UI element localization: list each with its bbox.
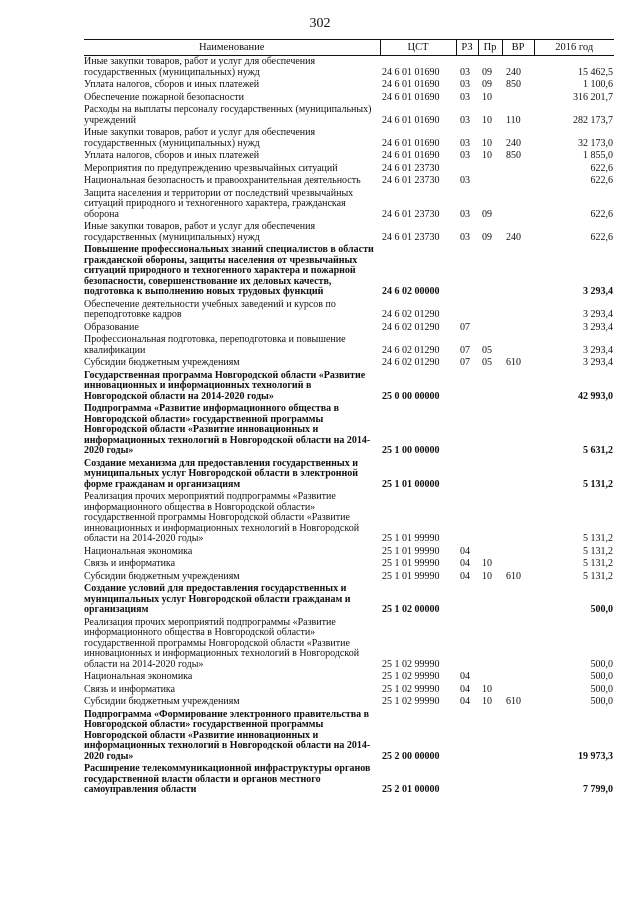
row-cst: 25 1 02 99990: [382, 671, 440, 682]
row-name: Повышение профессиональных знаний специалистов в области гражданской обороны, защиты населения от чрезвычайных ситуаций природного и техногенного характера и пожарной безопасности, совершенствование их деловых качеств, подготовка к выполнению новых трудовых функций: [84, 244, 374, 297]
table-row: [84, 370, 614, 404]
row-amount: 15 462,5: [578, 66, 613, 78]
header-name: Наименование: [84, 40, 380, 56]
row-rz: [456, 458, 478, 492]
row-pr: 09: [482, 79, 492, 90]
header-rz: РЗ: [456, 40, 478, 56]
row-cst: 25 2 01 00000: [382, 784, 440, 795]
row-pr: 09: [482, 231, 492, 243]
row-rz: [456, 617, 478, 672]
row-cst: 25 1 01 99990: [382, 545, 440, 557]
row-cst: 24 6 02 01290: [382, 357, 440, 368]
row-rz: 03: [460, 150, 470, 161]
row-vr: 110: [506, 114, 521, 126]
row-name: Государственная программа Новгородской области «Развитие инновационных и информационных технологий в Новгородской области на 2014-2020 годы»: [84, 369, 366, 402]
table-header: [84, 40, 614, 56]
row-name: Расходы на выплаты персоналу государственных (муниципальных) учреждений: [84, 104, 372, 126]
row-cst: 25 1 01 99990: [382, 558, 440, 569]
table-row: [84, 244, 614, 299]
row-vr: [502, 546, 534, 559]
row-name: Расширение телекоммуникационной инфраструктуры органов государственной власти области и органов местного самоуправления области: [84, 763, 371, 795]
row-vr: 610: [506, 357, 521, 368]
table-row: [84, 671, 614, 684]
table-row: [84, 491, 614, 546]
table-row: [84, 79, 614, 92]
row-rz: 04: [460, 683, 470, 695]
row-vr: [502, 163, 534, 176]
row-name: Национальная безопасность и правоохранительная деятельность: [84, 175, 361, 186]
table-body: [84, 56, 614, 797]
row-name: Иные закупки товаров, работ и услуг для обеспечения государственных (муниципальных) нужд: [84, 127, 316, 149]
row-rz: [456, 299, 478, 322]
row-amount: 500,0: [590, 658, 613, 670]
row-cst: 24 6 01 01690: [382, 79, 440, 90]
row-pr: [478, 403, 502, 458]
row-name: Обеспечение пожарной безопасности: [84, 91, 245, 103]
row-vr: [502, 188, 534, 222]
row-pr: [478, 175, 502, 188]
row-vr: [502, 671, 534, 684]
row-cst: 24 6 01 23730: [382, 208, 440, 220]
row-cst: 24 6 01 23730: [382, 231, 440, 243]
row-name: Создание условий для предоставления государственных и муниципальных услуг Новгородской области гражданам и организациям: [84, 583, 351, 615]
row-vr: [502, 92, 534, 105]
row-amount: 3 293,4: [583, 357, 613, 368]
row-rz: [456, 709, 478, 764]
row-rz: 07: [460, 344, 470, 356]
row-amount: 1 100,6: [583, 79, 613, 90]
row-name: Субсидии бюджетным учреждениям: [84, 696, 240, 707]
table-row: [84, 458, 614, 492]
row-name: Реализация прочих мероприятий подпрограммы «Развитие информационного общества в Новгородской области» государственной программы Новгородской области «Развитие инновационных и информационных технологий в Новгородской области на 2014-2020 годы»: [84, 616, 360, 670]
budget-table: [84, 39, 614, 797]
row-rz: 04: [460, 696, 470, 707]
row-name: Субсидии бюджетным учреждениям: [84, 570, 240, 582]
row-name: Национальная экономика: [84, 671, 193, 682]
row-amount: 500,0: [590, 696, 613, 707]
row-rz: 03: [460, 208, 470, 220]
row-name: Реализация прочих мероприятий подпрограммы «Развитие информационного общества в Новгородской области» государственной программы Новгородской области «Развитие инновационных и информационных технологий в Новгородской области на 2014-2020 годы»: [84, 491, 360, 544]
row-amount: 7 799,0: [583, 784, 613, 795]
row-cst: 25 1 02 99990: [382, 696, 440, 707]
page-number: 302: [309, 16, 331, 31]
row-pr: 10: [482, 683, 492, 695]
table-row: [84, 163, 614, 176]
row-amount: 3 293,4: [583, 344, 613, 356]
row-pr: 09: [482, 208, 492, 220]
row-rz: [456, 763, 478, 797]
table-row: [84, 127, 614, 150]
header-year: 2016 год: [534, 40, 614, 56]
row-vr: [502, 334, 534, 357]
row-pr: 10: [482, 570, 492, 582]
table-row: [84, 150, 614, 163]
row-rz: 03: [460, 79, 470, 90]
row-cst: 24 6 01 23730: [382, 162, 440, 174]
row-name: Национальная экономика: [84, 545, 193, 557]
table-row: [84, 104, 614, 127]
row-cst: 24 6 01 01690: [382, 137, 440, 149]
row-amount: 500,0: [590, 604, 613, 615]
row-name: Профессиональная подготовка, переподготовка и повышение квалификации: [84, 334, 346, 356]
row-cst: 25 1 02 00000: [382, 604, 440, 615]
row-name: Иные закупки товаров, работ и услуг для обеспечения государственных (муниципальных) нужд: [84, 221, 316, 243]
row-amount: 622,6: [590, 231, 613, 243]
row-pr: [478, 370, 502, 404]
row-rz: 03: [460, 231, 470, 243]
row-cst: 24 6 01 23730: [382, 175, 440, 186]
row-cst: 25 1 02 99990: [382, 683, 440, 695]
row-vr: 850: [506, 150, 521, 161]
row-cst: 24 6 01 01690: [382, 114, 440, 126]
table-row: [84, 709, 614, 764]
row-pr: [478, 322, 502, 335]
row-amount: 42 993,0: [578, 390, 613, 402]
table-row: [84, 558, 614, 571]
row-pr: [478, 546, 502, 559]
row-cst: 25 1 02 99990: [382, 658, 440, 670]
row-rz: 03: [460, 137, 470, 149]
table-row: [84, 763, 614, 797]
row-amount: 5 131,2: [583, 533, 613, 544]
table-row: [84, 299, 614, 322]
row-name: Подпрограмма «Формирование электронного правительства в Новгородской области» государственной программы Новгородской области «Развитие инновационных и информационных технологий в Новгородской области на 2014-2020 годы»: [84, 708, 371, 762]
row-rz: 03: [460, 91, 470, 103]
row-pr: [478, 163, 502, 176]
table-row: [84, 175, 614, 188]
header-vr: ВР: [502, 40, 534, 56]
row-pr: [478, 299, 502, 322]
row-vr: [502, 684, 534, 697]
row-cst: 24 6 02 01290: [382, 321, 440, 333]
row-pr: [478, 671, 502, 684]
row-amount: 32 173,0: [578, 137, 613, 149]
row-name: Создание механизма для предоставления государственных и муниципальных услуг Новгородской области в электронной форме гражданам и организациям: [84, 457, 359, 490]
row-vr: [502, 617, 534, 672]
row-name: Связь и информатика: [84, 683, 176, 695]
row-amount: 622,6: [590, 208, 613, 220]
row-rz: 07: [460, 357, 470, 368]
row-pr: 10: [482, 150, 492, 161]
row-name: Уплата налогов, сборов и иных платежей: [84, 79, 260, 90]
row-rz: 04: [460, 671, 470, 682]
row-rz: [456, 491, 478, 546]
row-rz: 04: [460, 570, 470, 582]
row-amount: 282 173,7: [573, 114, 613, 126]
row-name: Образование: [84, 321, 139, 333]
row-cst: 24 6 02 00000: [382, 286, 440, 297]
row-pr: [478, 763, 502, 797]
row-pr: [478, 709, 502, 764]
row-cst: 24 6 02 01290: [382, 344, 440, 356]
row-amount: 500,0: [590, 683, 613, 695]
row-amount: 500,0: [590, 671, 613, 682]
row-cst: 24 6 01 01690: [382, 91, 440, 103]
row-vr: [502, 763, 534, 797]
table-row: [84, 357, 614, 370]
row-cst: 25 0 00 00000: [382, 390, 440, 402]
header-cst: ЦСТ: [380, 40, 456, 56]
table-row: [84, 583, 614, 617]
row-pr: 10: [482, 114, 492, 126]
row-vr: 610: [506, 696, 521, 707]
row-pr: [478, 583, 502, 617]
row-cst: 25 1 00 00000: [382, 445, 440, 456]
row-pr: 10: [482, 696, 492, 707]
row-amount: 5 131,2: [583, 545, 613, 557]
row-name: Обеспечение деятельности учебных заведений и курсов по переподготовке кадров: [84, 298, 336, 320]
row-vr: 610: [506, 570, 521, 582]
row-name: Подпрограмма «Развитие информационного общества в Новгородской области» государственной программы Новгородской области «Развитие инновационных и информационных технологий в Новгородской области на 2014-2020 годы»: [84, 403, 371, 456]
row-cst: 25 1 01 00000: [382, 478, 440, 490]
row-pr: 10: [482, 91, 492, 103]
table-row: [84, 92, 614, 105]
row-pr: [478, 491, 502, 546]
row-pr: [478, 244, 502, 299]
row-cst: 24 6 01 01690: [382, 150, 440, 161]
table-row: [84, 334, 614, 357]
row-cst: 25 1 01 99990: [382, 570, 440, 582]
row-vr: [502, 558, 534, 571]
row-amount: 3 293,4: [583, 321, 613, 333]
row-amount: 19 973,3: [578, 750, 613, 762]
row-rz: [456, 583, 478, 617]
table-row: [84, 221, 614, 244]
row-amount: 3 293,4: [583, 309, 613, 320]
row-cst: 25 2 00 00000: [382, 750, 440, 762]
row-rz: 03: [460, 114, 470, 126]
row-pr: [478, 458, 502, 492]
row-vr: [502, 583, 534, 617]
table-row: [84, 571, 614, 584]
row-vr: [502, 709, 534, 764]
row-amount: 3 293,4: [583, 286, 613, 297]
row-pr: 09: [482, 66, 492, 78]
table-row: [84, 617, 614, 672]
row-rz: [456, 403, 478, 458]
table-row: [84, 684, 614, 697]
row-vr: [502, 370, 534, 404]
header-pr: Пр: [478, 40, 502, 56]
row-amount: 622,6: [590, 162, 613, 174]
row-name: Уплата налогов, сборов и иных платежей: [84, 150, 260, 161]
row-rz: [456, 370, 478, 404]
row-amount: 1 855,0: [583, 150, 613, 161]
table-row: [84, 546, 614, 559]
row-rz: 04: [460, 545, 470, 557]
row-vr: 240: [506, 231, 521, 243]
row-vr: 240: [506, 66, 521, 78]
row-vr: [502, 322, 534, 335]
row-name: Иные закупки товаров, работ и услуг для обеспечения государственных (муниципальных) нужд: [84, 56, 316, 78]
table-row: [84, 322, 614, 335]
row-name: Защита населения и территории от последствий чрезвычайных ситуаций природного и техногенного характера, гражданская оборона: [84, 187, 354, 220]
row-cst: 24 6 02 01290: [382, 309, 440, 320]
row-name: Связь и информатика: [84, 558, 176, 569]
row-rz: [456, 163, 478, 176]
row-amount: 316 201,7: [573, 91, 613, 103]
row-pr: 10: [482, 558, 492, 569]
table-row: [84, 56, 614, 80]
row-pr: 05: [482, 357, 492, 368]
row-vr: [502, 403, 534, 458]
row-pr: 10: [482, 137, 492, 149]
table-row: [84, 403, 614, 458]
row-vr: 850: [506, 79, 521, 90]
row-name: Мероприятия по предупреждению чрезвычайных ситуаций: [84, 162, 338, 174]
row-rz: 04: [460, 558, 470, 569]
row-pr: 05: [482, 344, 492, 356]
row-rz: 03: [460, 66, 470, 78]
row-vr: [502, 491, 534, 546]
row-vr: [502, 175, 534, 188]
row-rz: [456, 244, 478, 299]
row-cst: 24 6 01 01690: [382, 66, 440, 78]
row-amount: 5 131,2: [583, 558, 613, 569]
table-row: [84, 188, 614, 222]
table-row: [84, 696, 614, 709]
row-name: Субсидии бюджетным учреждениям: [84, 357, 240, 368]
row-pr: [478, 617, 502, 672]
row-amount: 622,6: [590, 175, 613, 186]
row-amount: 5 631,2: [583, 445, 613, 456]
row-vr: [502, 244, 534, 299]
row-amount: 5 131,2: [583, 570, 613, 582]
row-vr: [502, 458, 534, 492]
row-amount: 5 131,2: [583, 478, 613, 490]
row-rz: 03: [460, 175, 470, 186]
row-vr: [502, 299, 534, 322]
row-cst: 25 1 01 99990: [382, 533, 440, 544]
row-rz: 07: [460, 321, 470, 333]
row-vr: 240: [506, 137, 521, 149]
